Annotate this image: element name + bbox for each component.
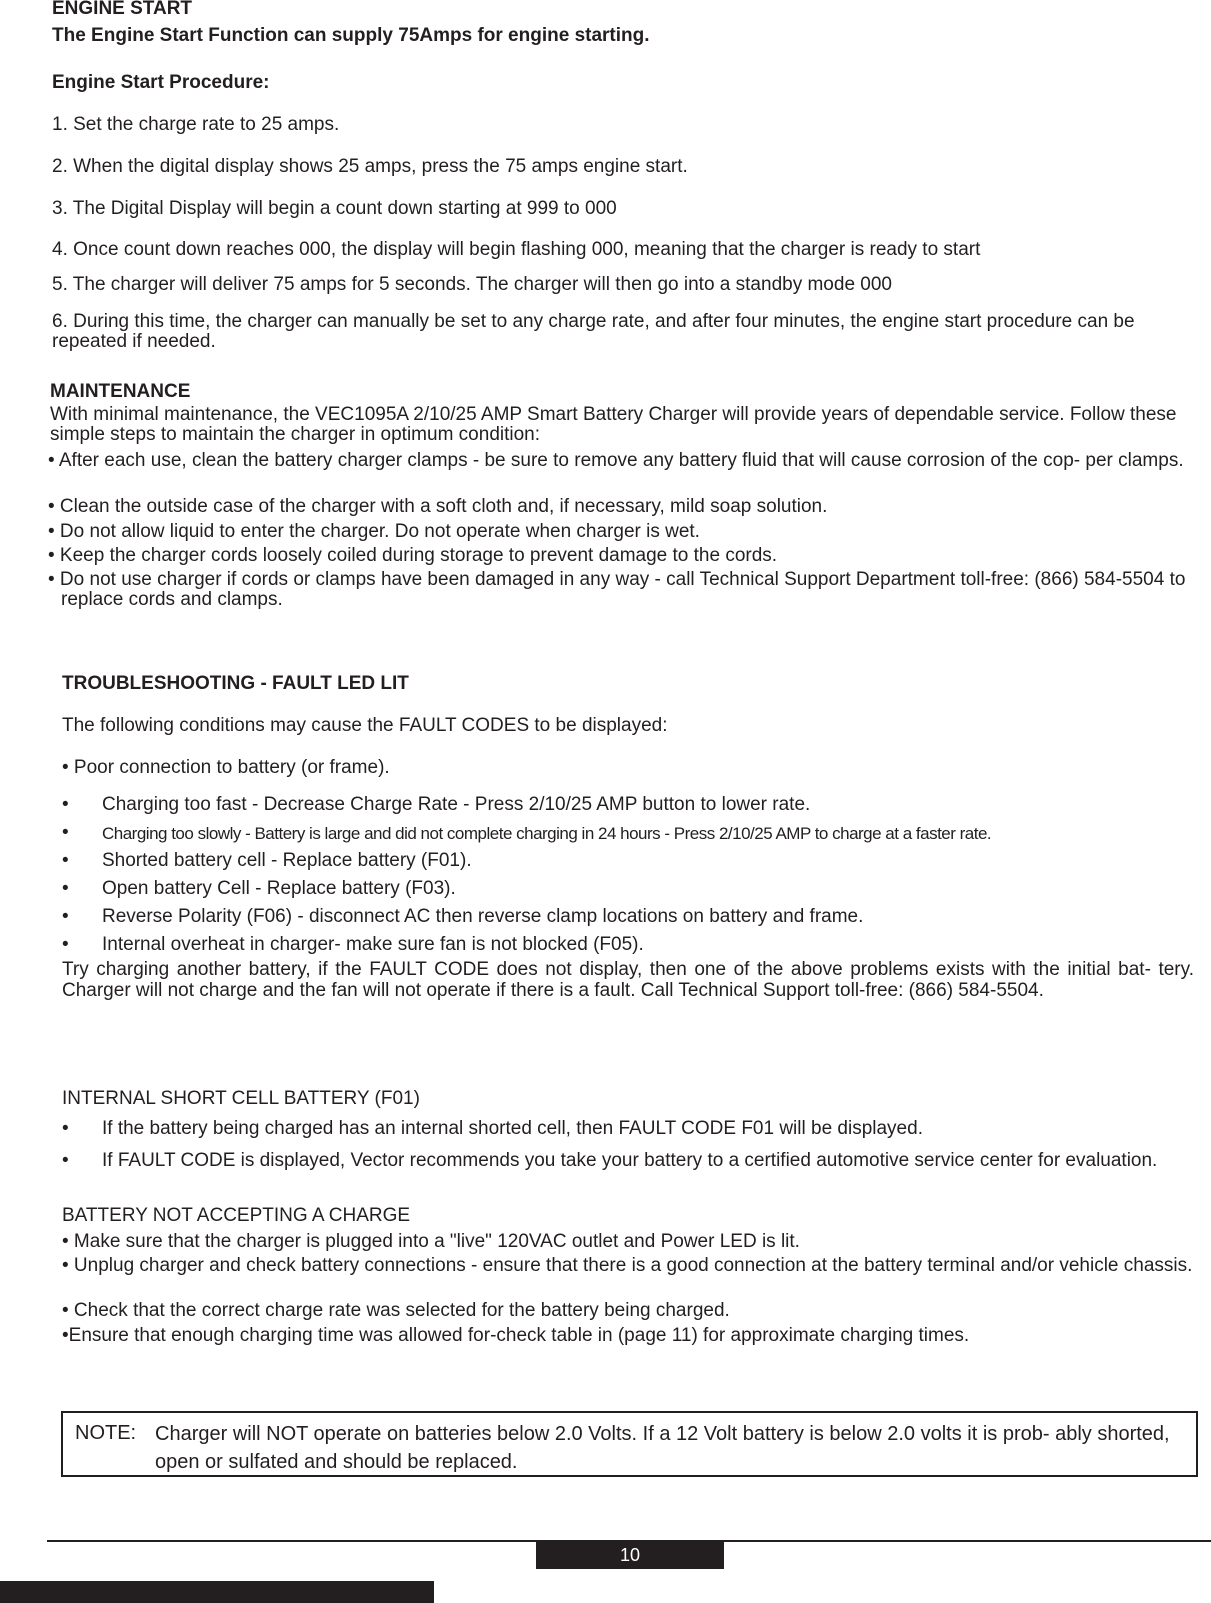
bullet: •: [62, 1150, 69, 1171]
troubleshooting-heading: TROUBLESHOOTING - FAULT LED LIT: [62, 673, 409, 694]
engine-start-intro: The Engine Start Function can supply 75Amps for engine starting.: [52, 25, 650, 46]
engine-start-procedure-title: Engine Start Procedure:: [52, 72, 270, 93]
engine-start-step: 4. Once count down reaches 000, the display will begin flashing 000, meaning that the charger is ready to start: [52, 239, 981, 260]
engine-start-step: 6. During this time, the charger can manually be set to any charge rate, and after four minutes, the engine start procedure can be repeated if needed.: [52, 311, 1135, 352]
troubleshooting-item: Reverse Polarity (F06) - disconnect AC then reverse clamp locations on battery and frame.: [102, 906, 864, 927]
maintenance-intro: With minimal maintenance, the VEC1095A 2/10/25 AMP Smart Battery Charger will provide years of dependable service. Follow these simple steps to maintain the charger in optimum condition:: [50, 404, 1177, 445]
bullet: •: [62, 1118, 69, 1139]
troubleshooting-intro: The following conditions may cause the FAULT CODES to be displayed:: [62, 715, 668, 736]
note-label: NOTE:: [75, 1422, 137, 1444]
maintenance-item: • Do not allow liquid to enter the charger. Do not operate when charger is wet.: [48, 521, 700, 542]
bullet: •: [62, 822, 69, 843]
troubleshooting-item: Charging too fast - Decrease Charge Rate - Press 2/10/25 AMP button to lower rate.: [102, 794, 811, 815]
not-accepting-item: • Check that the correct charge rate was selected for the battery being charged.: [62, 1300, 730, 1321]
engine-start-step: 3. The Digital Display will begin a count down starting at 999 to 000: [52, 198, 617, 219]
not-accepting-item: •Ensure that enough charging time was allowed for-check table in (page 11) for approximate charging times.: [62, 1325, 970, 1346]
note-text: Charger will NOT operate on batteries below 2.0 Volts. If a 12 Volt battery is below 2.0 volts it is prob- ably shorted, open or sulfated and should be replaced.: [155, 1423, 1170, 1473]
maintenance-item: • After each use, clean the battery charger clamps - be sure to remove any battery fluid that will cause corrosion of the cop- per clamps.: [48, 450, 1184, 471]
troubleshooting-item: Shorted battery cell - Replace battery (F01).: [102, 850, 472, 871]
bullet: •: [62, 934, 69, 955]
note-box: [61, 1411, 1198, 1477]
page-number: 10: [536, 1541, 724, 1569]
not-accepting-item: • Unplug charger and check battery connections - ensure that there is a good connection at the battery terminal and/or vehicle chassis.: [62, 1255, 1193, 1276]
internal-short-item: If FAULT CODE is displayed, Vector recommends you take your battery to a certified automotive service center for evaluation.: [102, 1150, 1158, 1171]
engine-start-step: 5. The charger will deliver 75 amps for 5 seconds. The charger will then go into a standby mode 000: [52, 274, 892, 295]
maintenance-heading: MAINTENANCE: [50, 381, 191, 402]
engine-start-step: 1. Set the charge rate to 25 amps.: [52, 114, 340, 135]
troubleshooting-closing: Try charging another battery, if the FAULT CODE does not display, then one of the above problems exists with the initial bat- tery. Charger will not charge and the fan will not operate if there is a fault. Call Technical Support toll-free: (866) 584-5504.: [62, 959, 1194, 1001]
engine-start-heading: ENGINE START: [52, 0, 193, 19]
maintenance-item: • Clean the outside case of the charger with a soft cloth and, if necessary, mild soap solution.: [48, 496, 828, 517]
maintenance-item: • Do not use charger if cords or clamps have been damaged in any way - call Technical Support Department toll-free: (866) 584-5504 to replace cords and clamps.: [48, 569, 1186, 610]
troubleshooting-item: • Poor connection to battery (or frame).: [62, 757, 390, 778]
footer-bar: [0, 1581, 434, 1603]
engine-start-step: 2. When the digital display shows 25 amps, press the 75 amps engine start.: [52, 156, 688, 177]
troubleshooting-item: Charging too slowly - Battery is large and did not complete charging in 24 hours - Press 2/10/25 AMP to charge at a faster rate.: [102, 824, 992, 843]
bullet: •: [62, 878, 69, 899]
internal-short-heading: INTERNAL SHORT CELL BATTERY (F01): [62, 1088, 420, 1109]
troubleshooting-item: Open battery Cell - Replace battery (F03).: [102, 878, 456, 899]
internal-short-item: If the battery being charged has an internal shorted cell, then FAULT CODE F01 will be displayed.: [102, 1118, 923, 1139]
bullet: •: [62, 794, 69, 815]
troubleshooting-item: Internal overheat in charger- make sure fan is not blocked (F05).: [102, 934, 644, 955]
bullet: •: [62, 906, 69, 927]
bullet: •: [62, 850, 69, 871]
maintenance-item: • Keep the charger cords loosely coiled during storage to prevent damage to the cords.: [48, 545, 778, 566]
not-accepting-heading: BATTERY NOT ACCEPTING A CHARGE: [62, 1205, 411, 1226]
not-accepting-item: • Make sure that the charger is plugged into a "live" 120VAC outlet and Power LED is lit.: [62, 1231, 800, 1252]
